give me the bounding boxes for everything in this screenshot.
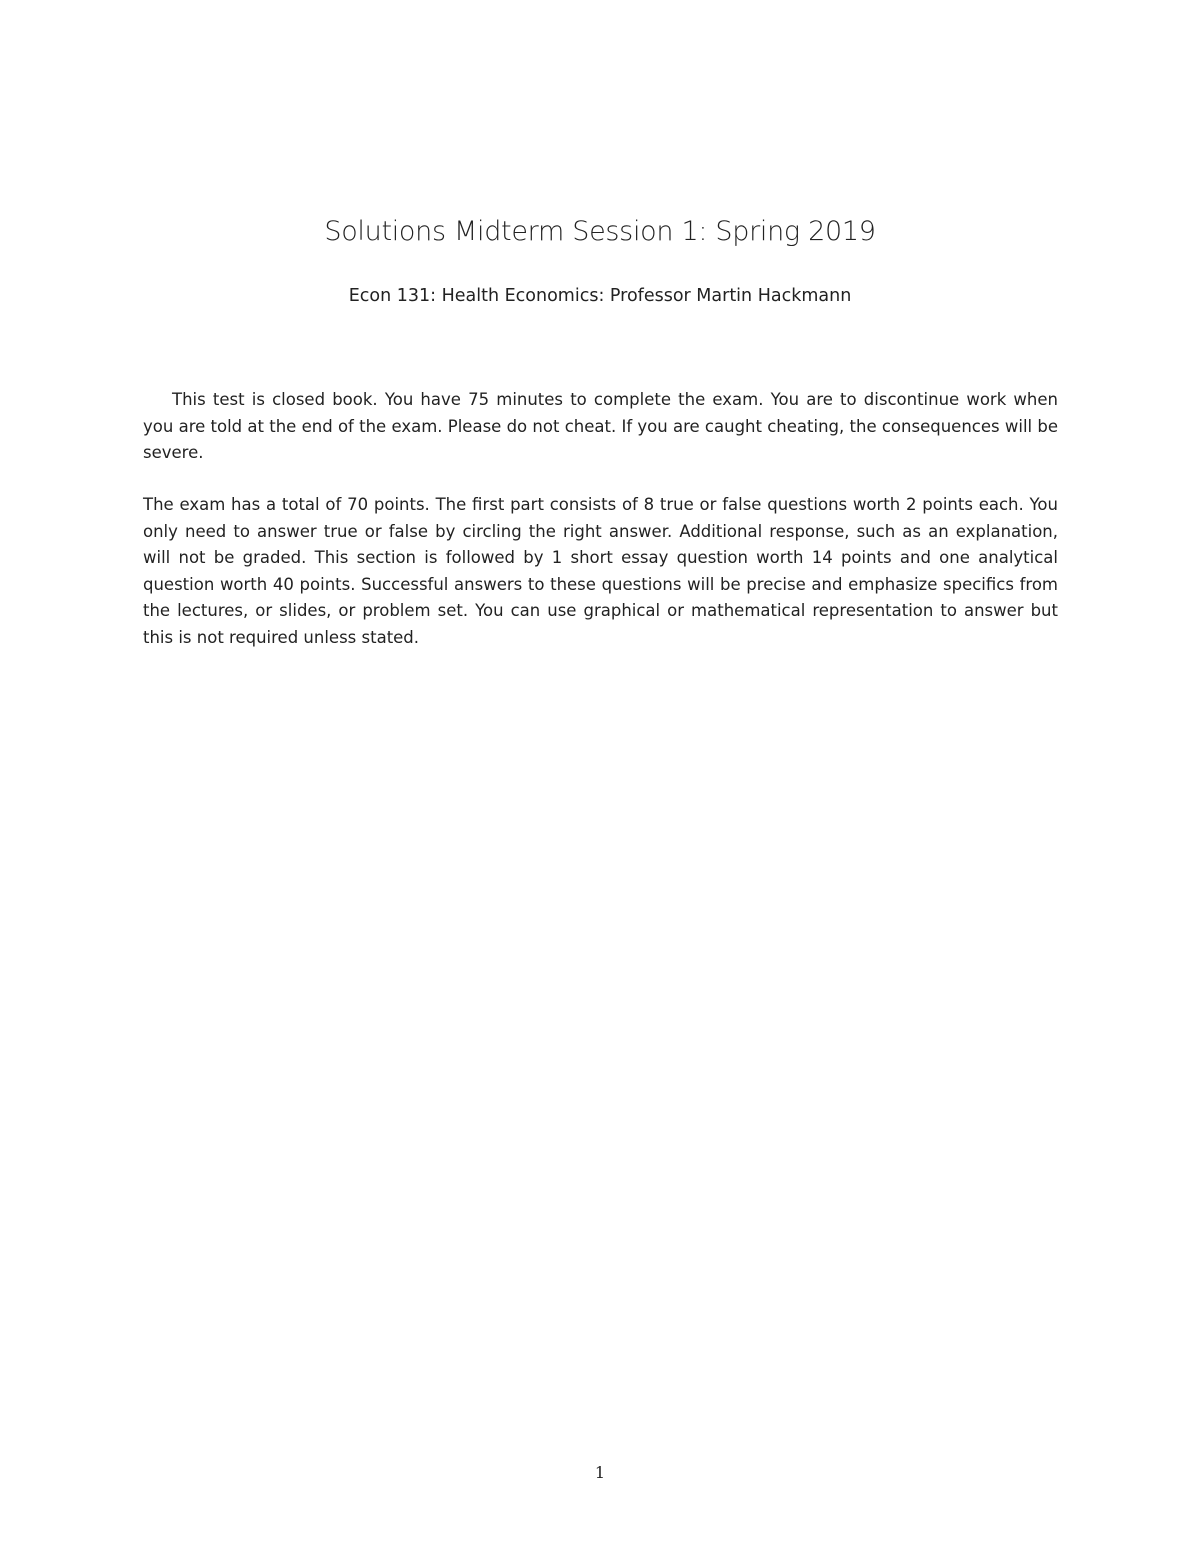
document-subtitle: Econ 131: Health Economics: Professor Martin Hackmann [348,286,852,306]
instructions-paragraph: This test is closed book. You have 75 minutes to complete the exam. You are to discontinue work when you are told at the end of the exam. Please do not cheat. If you are caught cheating, the consequences will be severe. [143,390,1058,462]
document-title: Solutions Midterm Session 1: Spring 2019 [324,216,876,247]
exam-structure-paragraph: The exam has a total of 70 points. The first part consists of 8 true or false questions worth 2 points each. You only need to answer true or false by circling the right answer. Additional response, such as an explanation, will not be graded. This section is followed by 1 short essay question worth 14 points and one analytical question worth 40 points. Successful answers to these questions will be precise and emphasize specifics from the lectures, or slides, or problem set. You can use graphical or mathematical representation to answer but this is not required unless stated. [143,495,1058,647]
page-number: 1 [594,1463,606,1482]
